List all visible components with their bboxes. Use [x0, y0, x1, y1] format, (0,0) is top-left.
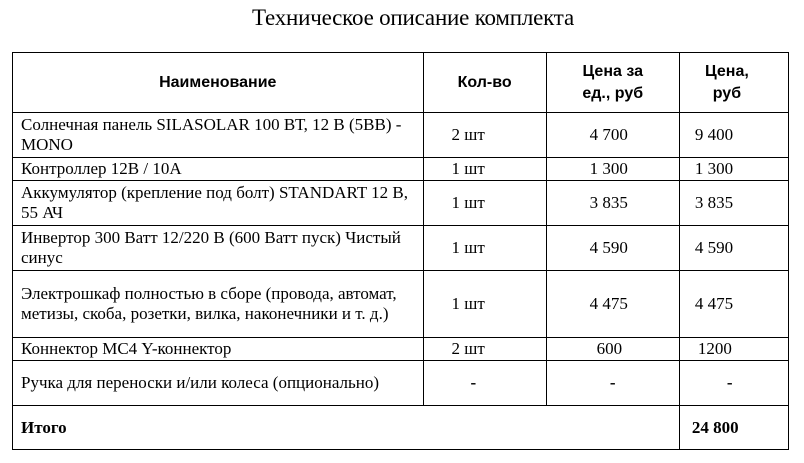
item-unit-price: 4 700	[546, 113, 679, 158]
table-row	[13, 113, 789, 158]
item-price: 1 300	[679, 158, 788, 181]
total-row	[13, 406, 789, 450]
item-qty: 2 шт	[423, 113, 546, 158]
header-price-line2: руб	[712, 84, 742, 102]
item-qty: 1 шт	[423, 271, 546, 338]
item-price: 4 475	[679, 271, 788, 338]
spec-table	[12, 52, 789, 450]
item-unit-price: 4 590	[546, 226, 679, 271]
item-qty: -	[423, 361, 546, 406]
item-qty: 1 шт	[423, 181, 546, 226]
item-unit-price: 3 835	[546, 181, 679, 226]
header-qty: Кол-во	[423, 53, 546, 113]
table-row	[13, 158, 789, 181]
table-header-row	[13, 53, 789, 113]
item-price: 4 590	[679, 226, 788, 271]
header-price-line1: Цена,	[705, 62, 749, 80]
header-unit-price-line2: ед., руб	[582, 84, 644, 102]
item-qty: 2 шт	[423, 338, 546, 361]
header-name: Наименование	[13, 53, 424, 113]
header-unit-price-line1: Цена за	[582, 62, 643, 80]
item-name: Электрошкаф полностью в сборе (провода, автомат, метизы, скоба, розетки, вилка, наконечники и т. д.)	[13, 271, 424, 338]
table-row	[13, 361, 789, 406]
item-qty: 1 шт	[423, 158, 546, 181]
item-name: Солнечная панель SILASOLAR 100 ВТ, 12 В (5ВВ) - MONO	[13, 113, 424, 158]
item-qty: 1 шт	[423, 226, 546, 271]
item-price: 3 835	[679, 181, 788, 226]
item-unit-price: 1 300	[546, 158, 679, 181]
item-price: -	[679, 361, 788, 406]
item-name: Аккумулятор (крепление под болт) STANDART 12 В, 55 АЧ	[13, 181, 424, 226]
table-row	[13, 181, 789, 226]
item-price: 9 400	[679, 113, 788, 158]
document-title: Техническое описание комплекта	[252, 5, 574, 30]
item-unit-price: 600	[546, 338, 679, 361]
item-name: Контроллер 12В / 10А	[13, 158, 424, 181]
total-value: 24 800	[679, 406, 788, 450]
table-row	[13, 338, 789, 361]
header-unit-price	[546, 53, 679, 113]
table-row	[13, 271, 789, 338]
item-unit-price: -	[546, 361, 679, 406]
header-price	[679, 53, 788, 113]
item-price: 1200	[679, 338, 788, 361]
total-label: Итого	[13, 406, 680, 450]
item-name: Коннектор МС4 Y-коннектор	[13, 338, 424, 361]
item-name: Инвертор 300 Ватт 12/220 В (600 Ватт пуск) Чистый синус	[13, 226, 424, 271]
table-row	[13, 226, 789, 271]
item-unit-price: 4 475	[546, 271, 679, 338]
item-name: Ручка для переноски и/или колеса (опционально)	[13, 361, 424, 406]
